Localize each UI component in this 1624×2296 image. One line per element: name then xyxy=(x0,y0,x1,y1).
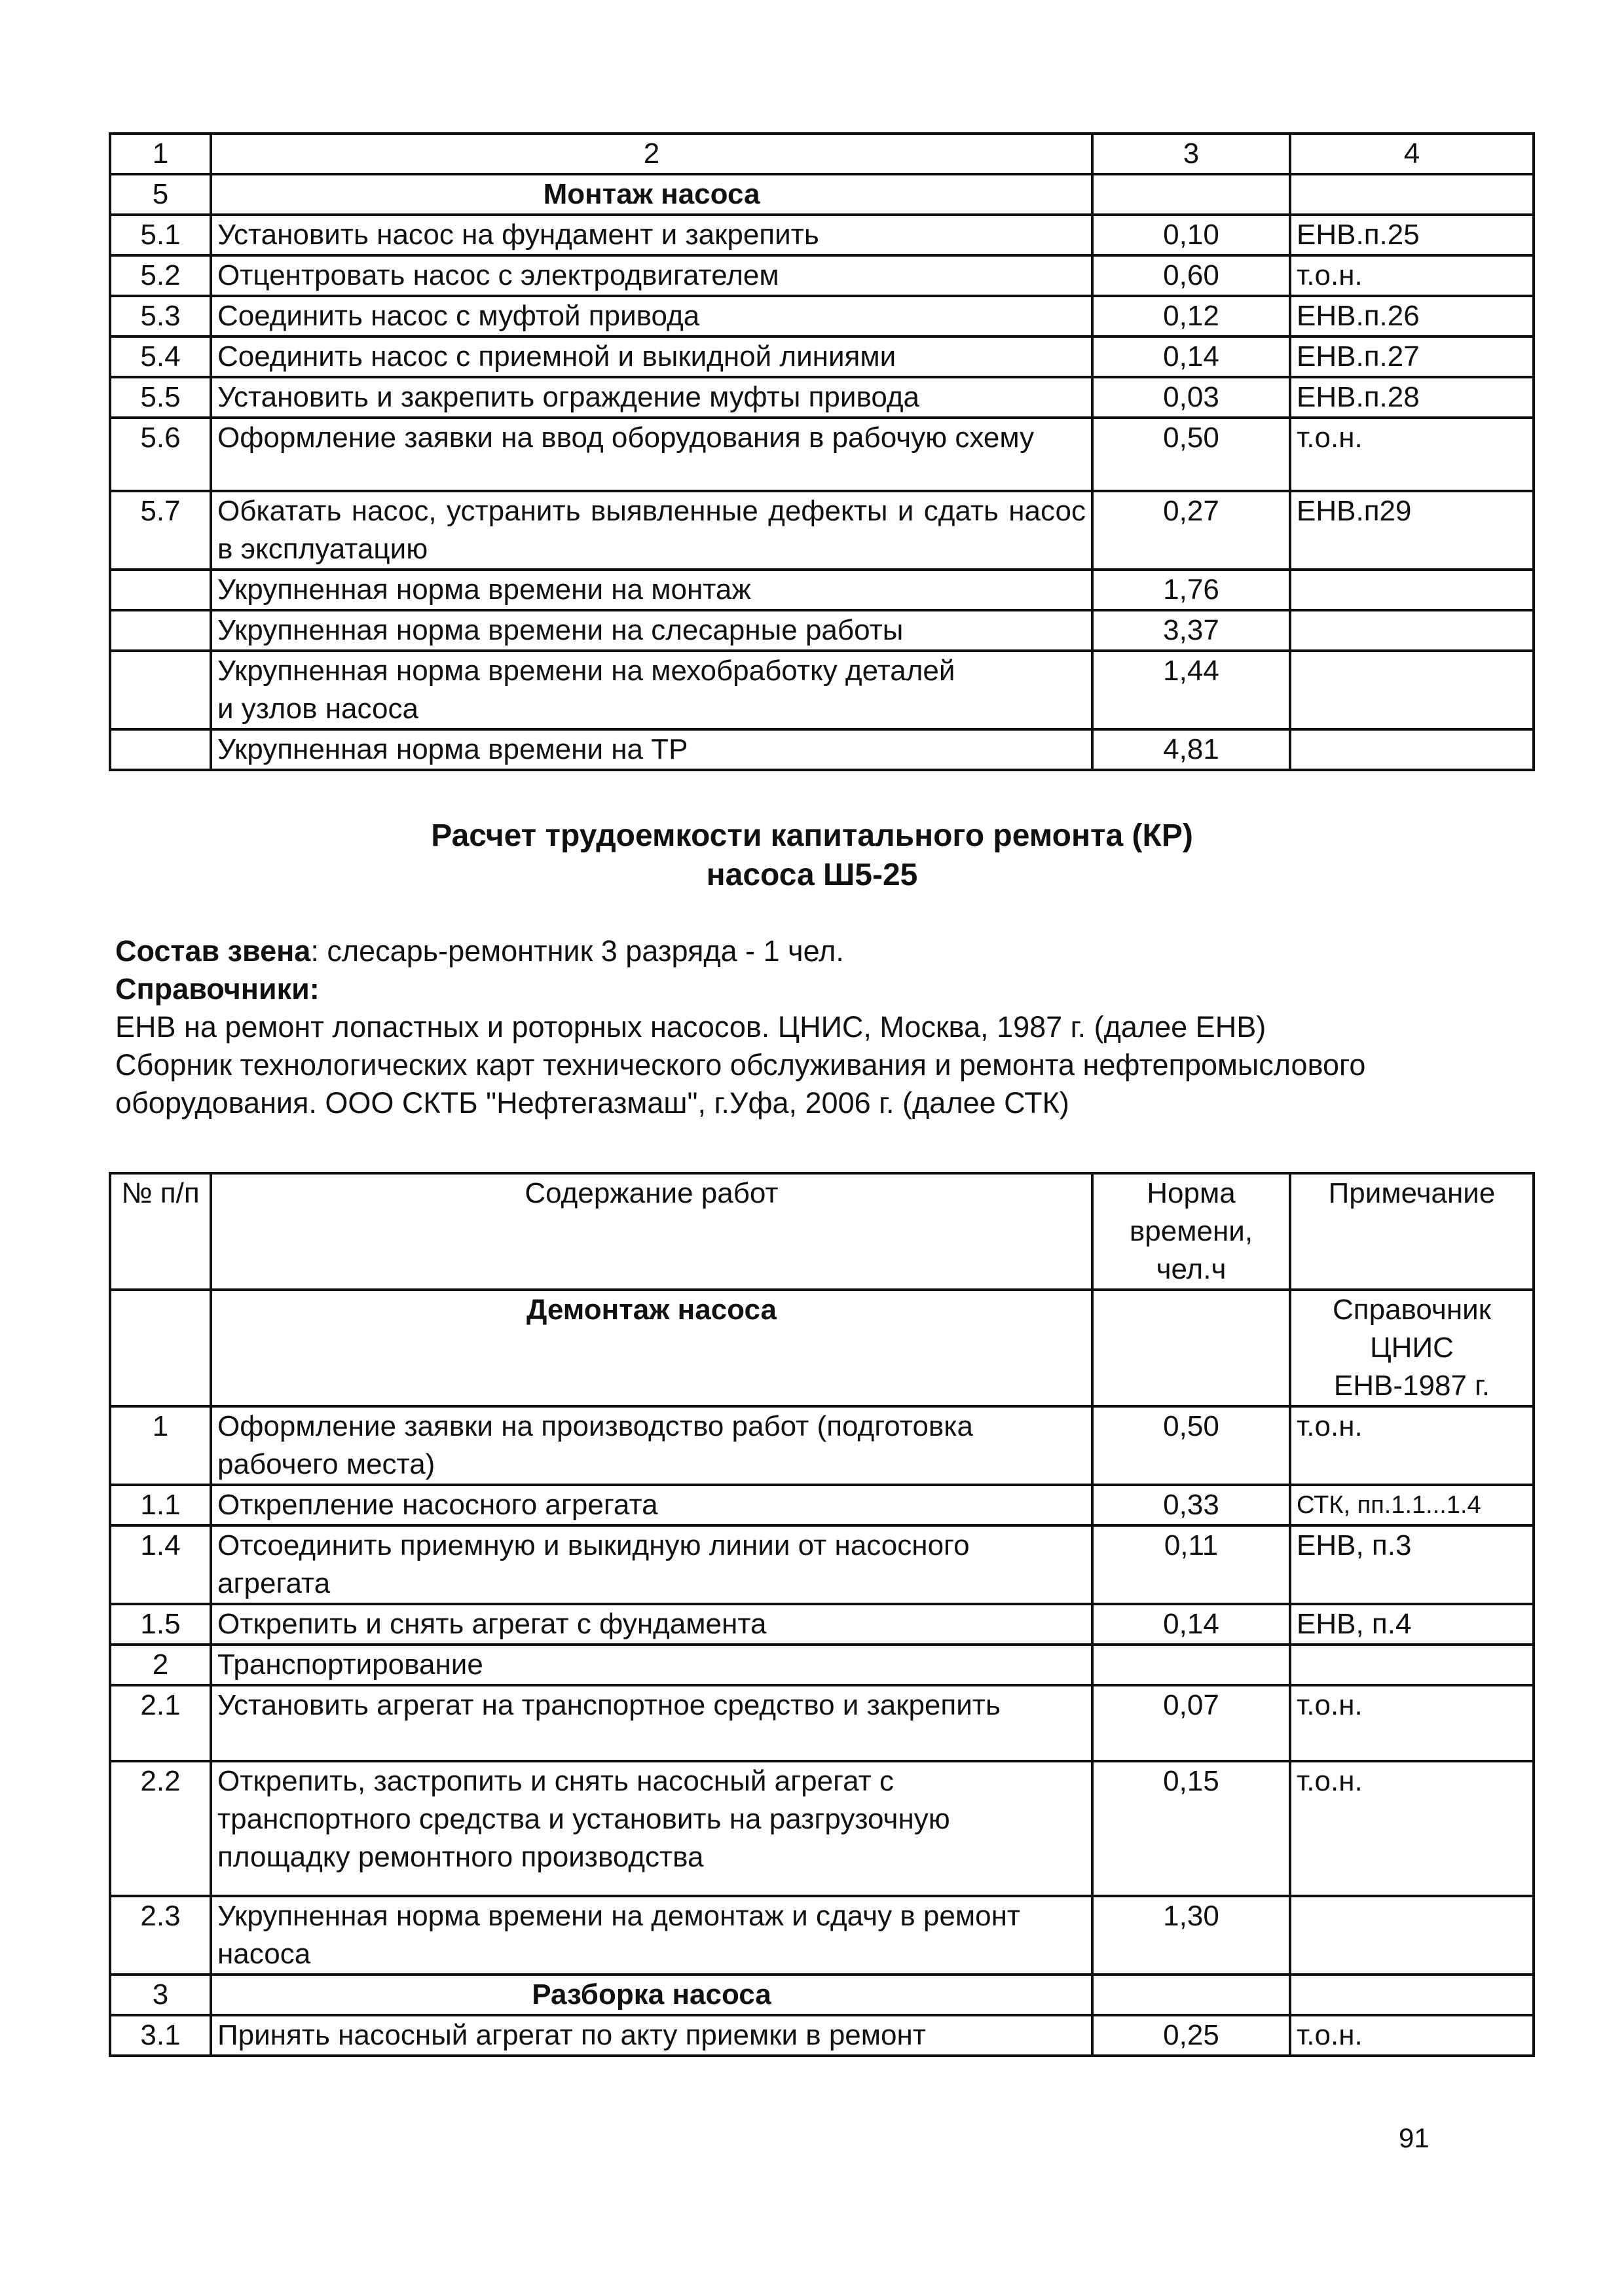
table-row xyxy=(110,610,1534,651)
row-number: 5.2 xyxy=(110,255,211,296)
note xyxy=(1290,570,1534,610)
table-row xyxy=(110,1290,1534,1406)
time-norm: 0,60 xyxy=(1092,255,1290,296)
note: ЕНВ, п.4 xyxy=(1290,1604,1534,1645)
work-description: Оформление заявки на ввод оборудования в рабочую схему xyxy=(211,418,1092,491)
work-description: Принять насосный агрегат по акту приемки в ремонт xyxy=(211,2015,1092,2056)
note: т.о.н. xyxy=(1290,1685,1534,1761)
row-number xyxy=(110,651,211,729)
repair-norms-table-bottom xyxy=(109,1172,1535,2057)
row-number xyxy=(110,610,211,651)
note: т.о.н. xyxy=(1290,1761,1534,1896)
header-work: Содержание работ xyxy=(211,1173,1092,1290)
table-row xyxy=(110,1685,1534,1761)
work-description: Оформление заявки на производство работ (подготовка рабочего места) xyxy=(211,1406,1092,1485)
note: ЕНВ.п.28 xyxy=(1290,377,1534,418)
row-number: 3.1 xyxy=(110,2015,211,2056)
row-number: 5.1 xyxy=(110,215,211,255)
table-row xyxy=(110,215,1534,255)
table-row xyxy=(110,255,1534,296)
time-norm: 0,14 xyxy=(1092,1604,1290,1645)
note: т.о.н. xyxy=(1290,418,1534,491)
row-number: 2 xyxy=(110,1645,211,1685)
header-cell: 3 xyxy=(1092,134,1290,174)
work-description: Установить насос на фундамент и закрепить xyxy=(211,215,1092,255)
work-description: Открепить, застропить и снять насосный агрегат с транспортного средства и установить на разгрузочную площадку ремонтного производства xyxy=(211,1761,1092,1896)
header-note: Примечание xyxy=(1290,1173,1534,1290)
work-description: Обкатать насос, устранить выявленные дефекты и сдать насос в эксплуатацию xyxy=(211,491,1092,570)
time-norm: 0,25 xyxy=(1092,2015,1290,2056)
work-description: Соединить насос с муфтой привода xyxy=(211,296,1092,337)
row-number: 1 xyxy=(110,1406,211,1485)
table-row xyxy=(110,174,1534,215)
section-title: Расчет трудоемкости капитального ремонта (КР) xyxy=(431,818,1193,853)
table-row xyxy=(110,1761,1534,1896)
note: ЕНВ, п.3 xyxy=(1290,1525,1534,1604)
time-norm: 0,27 xyxy=(1092,491,1290,570)
table-row xyxy=(110,2015,1534,2056)
repair-norms-table-top xyxy=(109,132,1535,771)
table-row xyxy=(110,570,1534,610)
references-label: Справочники: xyxy=(115,972,320,1006)
time-norm: 1,44 xyxy=(1092,651,1290,729)
work-description: Транспортирование xyxy=(211,1645,1092,1685)
row-number: 2.2 xyxy=(110,1761,211,1896)
row-number: 5.6 xyxy=(110,418,211,491)
section-subtitle: насоса Ш5-25 xyxy=(706,858,918,892)
table-row xyxy=(110,1975,1534,2015)
row-number xyxy=(110,729,211,770)
row-number: 5.7 xyxy=(110,491,211,570)
time-norm: 0,33 xyxy=(1092,1485,1290,1525)
work-description: Укрупненная норма времени на ТР xyxy=(211,729,1092,770)
work-description: Открепление насосного агрегата xyxy=(211,1485,1092,1525)
row-number: 5 xyxy=(110,174,211,215)
row-number: 5.4 xyxy=(110,337,211,377)
note xyxy=(1290,610,1534,651)
note: т.о.н. xyxy=(1290,1406,1534,1485)
table-row xyxy=(110,1406,1534,1485)
work-description: Отцентровать насос с электродвигателем xyxy=(211,255,1092,296)
row-number xyxy=(110,1290,211,1406)
crew-label: Состав звена xyxy=(115,934,311,968)
time-norm: 0,15 xyxy=(1092,1761,1290,1896)
row-number: 5.3 xyxy=(110,296,211,337)
note xyxy=(1290,651,1534,729)
note xyxy=(1290,174,1534,215)
row-number xyxy=(110,570,211,610)
note xyxy=(1290,1975,1534,2015)
table-row xyxy=(110,1896,1534,1975)
note: ЕНВ.п.25 xyxy=(1290,215,1534,255)
work-description: Открепить и снять агрегат с фундамента xyxy=(211,1604,1092,1645)
table-row xyxy=(110,1525,1534,1604)
work-description: Укрупненная норма времени на слесарные работы xyxy=(211,610,1092,651)
time-norm: 0,14 xyxy=(1092,337,1290,377)
crew-composition xyxy=(115,932,844,970)
note: СТК, пп.1.1...1.4 xyxy=(1290,1485,1534,1525)
reference-1: ЕНВ на ремонт лопастных и роторных насосов. ЦНИС, Москва, 1987 г. (далее ЕНВ) xyxy=(115,1010,1266,1044)
note: т.о.н. xyxy=(1290,255,1534,296)
work-description: Укрупненная норма времени на монтаж xyxy=(211,570,1092,610)
row-number: 1.4 xyxy=(110,1525,211,1604)
header-cell: 1 xyxy=(110,134,211,174)
note xyxy=(1290,1896,1534,1975)
time-norm xyxy=(1092,1290,1290,1406)
table-row xyxy=(110,337,1534,377)
time-norm: 4,81 xyxy=(1092,729,1290,770)
reference-2-line2: оборудования. ООО СКТБ "Нефтегазмаш", г.Уфа, 2006 г. (далее СТК) xyxy=(115,1086,1069,1120)
table-row xyxy=(110,1485,1534,1525)
row-number: 1.1 xyxy=(110,1485,211,1525)
table-row xyxy=(110,377,1534,418)
crew-value: : слесарь-ремонтник 3 разряда - 1 чел. xyxy=(310,934,844,968)
time-norm: 0,07 xyxy=(1092,1685,1290,1761)
table-row xyxy=(110,491,1534,570)
work-description: Установить и закрепить ограждение муфты привода xyxy=(211,377,1092,418)
time-norm: 0,11 xyxy=(1092,1525,1290,1604)
time-norm: 1,76 xyxy=(1092,570,1290,610)
header-num: № п/п xyxy=(110,1173,211,1290)
time-norm: 0,50 xyxy=(1092,1406,1290,1485)
time-norm: 1,30 xyxy=(1092,1896,1290,1975)
time-norm: 0,12 xyxy=(1092,296,1290,337)
row-number: 3 xyxy=(110,1975,211,2015)
table-header-row xyxy=(110,134,1534,174)
section-title: Разборка насоса xyxy=(211,1975,1092,2015)
note: ЕНВ.п29 xyxy=(1290,491,1534,570)
row-number: 2.3 xyxy=(110,1896,211,1975)
table-row xyxy=(110,1645,1534,1685)
note: т.о.н. xyxy=(1290,2015,1534,2056)
time-norm: 3,37 xyxy=(1092,610,1290,651)
note xyxy=(1290,729,1534,770)
time-norm: 0,10 xyxy=(1092,215,1290,255)
work-description: Отсоединить приемную и выкидную линии от насосного агрегата xyxy=(211,1525,1092,1604)
time-norm xyxy=(1092,1975,1290,2015)
work-description: Установить агрегат на транспортное средство и закрепить xyxy=(211,1685,1092,1761)
row-number: 1.5 xyxy=(110,1604,211,1645)
work-description: Соединить насос с приемной и выкидной линиями xyxy=(211,337,1092,377)
time-norm xyxy=(1092,174,1290,215)
time-norm xyxy=(1092,1645,1290,1685)
table-row xyxy=(110,418,1534,491)
time-norm: 0,50 xyxy=(1092,418,1290,491)
header-cell: 2 xyxy=(211,134,1092,174)
time-norm: 0,03 xyxy=(1092,377,1290,418)
note: ЕНВ.п.27 xyxy=(1290,337,1534,377)
table-row xyxy=(110,1604,1534,1645)
table-header-row xyxy=(110,1173,1534,1290)
row-number: 5.5 xyxy=(110,377,211,418)
page-number: 91 xyxy=(1399,2123,1430,2153)
note: Справочник ЦНИС ЕНВ-1987 г. xyxy=(1290,1290,1534,1406)
reference-2-line1: Сборник технологических карт технического обслуживания и ремонта нефтепромыслового xyxy=(115,1048,1366,1082)
table-row xyxy=(110,729,1534,770)
section-title: Демонтаж насоса xyxy=(211,1290,1092,1406)
row-number: 2.1 xyxy=(110,1685,211,1761)
header-norm: Норма времени, чел.ч xyxy=(1092,1173,1290,1290)
table-row xyxy=(110,296,1534,337)
note: ЕНВ.п.26 xyxy=(1290,296,1534,337)
header-cell: 4 xyxy=(1290,134,1534,174)
work-description: Укрупненная норма времени на мехобработку деталей и узлов насоса xyxy=(211,651,1092,729)
work-description: Укрупненная норма времени на демонтаж и сдачу в ремонт насоса xyxy=(211,1896,1092,1975)
section-title: Монтаж насоса xyxy=(211,174,1092,215)
table-row xyxy=(110,651,1534,729)
note xyxy=(1290,1645,1534,1685)
